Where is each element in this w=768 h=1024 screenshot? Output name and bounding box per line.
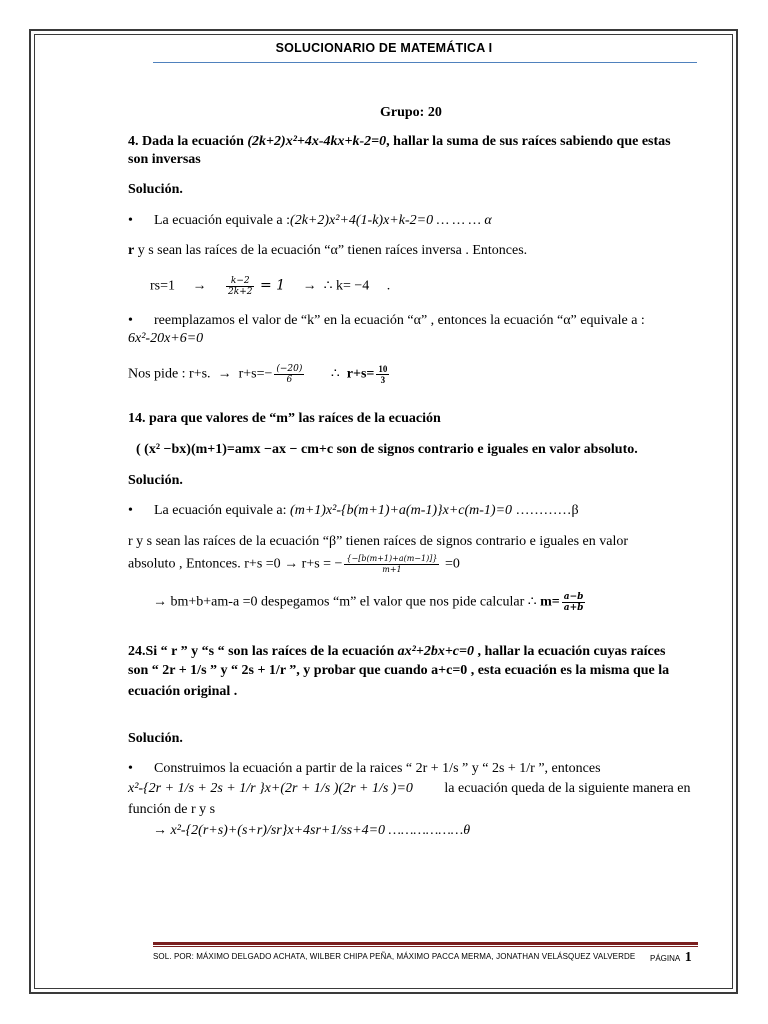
problem-4-product-equation: rs=1 → $\frac{k-2}{2k+2}$ = 1 → ∴ k= −4 . [150,276,391,297]
problem-14-roots-line2: absoluto , Entonces. r+s =0 → r+s = − $\frac{\{-[b(m+1)+a(m-1)]\}}{m+1}$ =0 [128,554,460,574]
problem-4-roots-line: r y s sean las raíces de la ecuación “α” tienen raíces inversa . Entonces. [128,243,528,258]
problem-4-sum-result: Nos pide : r+s. → r+s=− $\frac{(-20)}{6}$ ∴ r+s= $\frac{10}{3}$ [128,364,388,385]
problem-14-solution-heading: Solución. [128,473,183,488]
problem-14-roots-line1: r y s sean las raíces de la ecuación “β” tienen raíces de signos contrario e iguales en valor [128,534,629,549]
problem-24-solution-heading: Solución. [128,731,183,746]
problem-4-solution-heading: Solución. [128,182,183,197]
problem-14-result: → bm+b+am-a =0 despegamos “m” el valor que nos pide calcular ∴ m= $\frac{a-b}{a+b}$ [153,592,584,613]
problem-24-bullet-1: • Construimos la ecuación a partir de la raices “ 2r + 1/s ” y “ 2s + 1/r ”, entonces [128,761,601,776]
problem-4-statement-line2: son inversas [128,152,201,167]
problem-24-statement-line3: ecuación original . [128,684,238,699]
problem-4-bullet-2: • reemplazamos el valor de “k” en la ecuación “α” , entonces la ecuación “α” equivale a : [128,313,645,328]
header-divider [153,62,697,63]
footer-authors: SOL. POR: MÁXIMO DELGADO ACHATA, WILBER CHIPA PEÑA, MÁXIMO PACCA MERMA, JONATHAN VELÁSQUEZ VALVERDE [153,952,636,961]
problem-4-equivalent-equation: 6x²-20x+6=0 [128,331,204,346]
problem-14-statement-line2: ( (x² −bx)(m+1)=amx −ax − cm+c son de signos contrario e iguales en valor absoluto. [136,442,638,457]
problem-24-statement-line1: 24.Si “ r ” y “s “ son las raíces de la ecuación ax²+2bx+c=0 , hallar la ecuación cuyas raíces [128,644,666,659]
problem-14-bullet-1: • La ecuación equivale a: (m+1)x²-{b(m+1)+a(m-1)}x+c(m-1)=0 …………β [128,503,579,518]
group-title: Grupo: 20 [380,105,442,120]
problem-24-equation-line: x²-{2r + 1/s + 2s + 1/r }x+(2r + 1/s )(2r + 1/s )=0 la ecuación queda de la siguiente manera en [128,781,691,796]
problem-4-bullet-1: • La ecuación equivale a :(2k+2)x²+4(1-k)x+k-2=0 … … … α [128,213,492,228]
problem-14-statement-line1: 14. para que valores de “m” las raíces de la ecuación [128,411,441,426]
problem-24-final-equation: → x²-{2(r+s)+(s+r)/sr}x+4sr+1/ss+4=0 ………………θ [153,823,471,838]
document-header-title: SOLUCIONARIO DE MATEMÁTICA I [275,41,493,55]
footer-divider-thick [153,942,698,945]
footer-page-number: PÁGINA 1 [650,950,692,965]
footer-divider-thin [153,946,698,947]
problem-24-statement-line2: son “ 2r + 1/s ” y “ 2s + 1/r ”, y probar que cuando a+c=0 , esta ecuación es la misma que la [128,663,670,678]
problem-24-function-of: función de r y s [128,802,216,817]
problem-4-statement-line1: 4. Dada la ecuación (2k+2)x²+4x-4kx+k-2=0, hallar la suma de sus raíces sabiendo que estas [128,134,671,149]
